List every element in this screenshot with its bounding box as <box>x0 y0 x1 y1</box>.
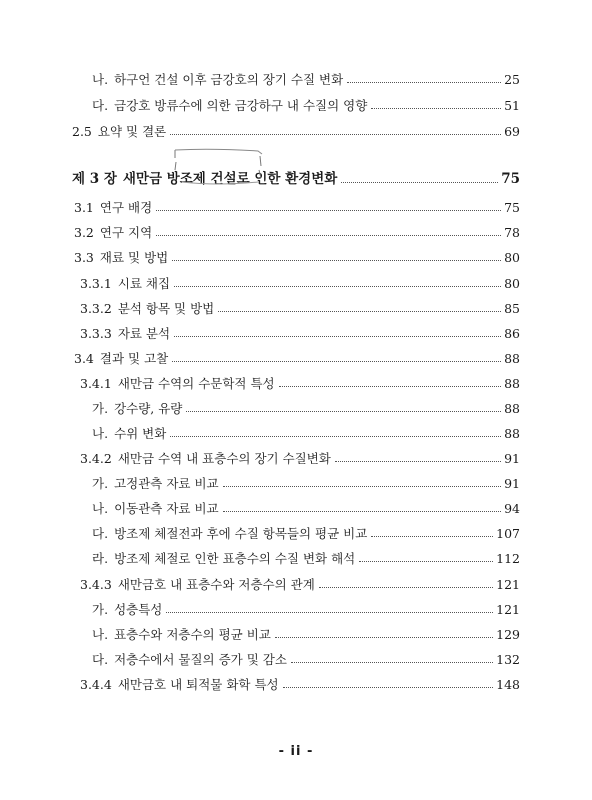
toc-entry-title: 하구언 건설 이후 금강호의 장기 수질 변화 <box>114 71 344 87</box>
toc-entry <box>72 118 520 138</box>
toc-entry-title: 새만금호 내 표층수와 저층수의 관계 <box>117 576 315 592</box>
toc-entry-number: 제 3 장 <box>72 170 117 187</box>
toc-entry-number: 나. <box>92 425 109 441</box>
toc-entry-title: 요약 및 결론 <box>97 123 167 139</box>
toc-entry-page: 75 <box>504 199 520 215</box>
toc-entry-title: 재료 및 방법 <box>99 249 169 265</box>
toc-entry <box>92 92 520 112</box>
toc-leader-dots <box>186 411 501 412</box>
toc-leader-dots <box>319 587 493 588</box>
toc-entry-number: 3.4 <box>74 350 94 366</box>
toc-entry-title: 연구 배경 <box>99 199 153 215</box>
toc-entry-page: 94 <box>504 500 520 516</box>
toc-entry-page: 121 <box>496 576 520 592</box>
toc-leader-dots <box>223 486 501 487</box>
toc-entry-title: 분석 항목 및 방법 <box>117 300 215 316</box>
toc-entry-title: 고정관측 자료 비교 <box>114 475 219 491</box>
toc-entry-title: 새만금 수역의 수문학적 특성 <box>117 375 275 391</box>
toc-leader-dots <box>347 82 501 83</box>
toc-entry-title: 새만금 수역 내 표층수의 장기 수질변화 <box>117 450 331 466</box>
toc-entry <box>92 646 520 666</box>
toc-entry-number: 가. <box>92 601 109 617</box>
toc-entry-number: 다. <box>92 97 109 113</box>
toc-entry-title: 수위 변화 <box>114 425 167 441</box>
toc-entry-number: 나. <box>92 500 109 516</box>
toc-entry-title: 새만금 방조제 건설로 인한 환경변화 <box>122 170 338 187</box>
toc-entry <box>92 470 520 490</box>
toc-entry-number: 나. <box>92 71 109 87</box>
toc-leader-dots <box>170 436 501 437</box>
toc-entry-page: 121 <box>496 601 520 617</box>
toc-leader-dots <box>283 687 494 688</box>
toc-entry-number: 3.4.2 <box>80 450 112 466</box>
toc-entry-page: 107 <box>496 525 520 541</box>
toc-entry <box>80 445 520 465</box>
toc-leader-dots <box>359 561 493 562</box>
toc-entry-title: 저층수에서 물질의 증가 및 감소 <box>114 651 287 667</box>
toc-entry-page: 112 <box>496 550 520 566</box>
toc-leader-dots <box>174 286 501 287</box>
toc-entry <box>80 320 520 340</box>
toc-entry-number: 3.4.3 <box>80 576 112 592</box>
toc-entry-page: 25 <box>504 71 520 87</box>
toc-entry-number: 3.4.4 <box>80 676 112 692</box>
toc-entry-title: 연구 지역 <box>99 224 153 240</box>
toc-entry-page: 75 <box>501 170 520 187</box>
toc-entry <box>92 545 520 565</box>
toc-entry <box>80 370 520 390</box>
toc-entry <box>74 345 520 365</box>
toc-entry-page: 132 <box>496 651 520 667</box>
toc-entry-title: 새만금호 내 퇴적물 화학 특성 <box>117 676 279 692</box>
page-footer-number: - ii - <box>278 744 314 759</box>
toc-leader-dots <box>371 108 501 109</box>
toc-entry <box>74 219 520 239</box>
toc-entry <box>80 270 520 290</box>
toc-entry-title: 표층수와 저층수의 평균 비교 <box>114 626 271 642</box>
toc-entry-title: 방조제 체절로 인한 표층수의 수질 변화 해석 <box>114 550 356 566</box>
toc-entry <box>74 194 520 214</box>
toc-entry-page: 51 <box>504 97 520 113</box>
toc-leader-dots <box>172 260 501 261</box>
toc-chapter-entry <box>72 166 520 186</box>
toc-entry-title: 결과 및 고찰 <box>99 350 169 366</box>
toc-entry <box>92 621 520 641</box>
toc-entry-title: 강수량, 유량 <box>114 400 183 416</box>
toc-entry-page: 148 <box>496 676 520 692</box>
toc-entry-page: 78 <box>504 224 520 240</box>
toc-entry-page: 91 <box>504 475 520 491</box>
toc-entry-page: 91 <box>504 450 520 466</box>
toc-entry-page: 88 <box>504 375 520 391</box>
toc-entry-page: 69 <box>504 123 520 139</box>
toc-entry-title: 자료 분석 <box>117 325 171 341</box>
toc-entry-number: 3.1 <box>74 199 94 215</box>
toc-leader-dots <box>174 336 501 337</box>
toc-entry <box>92 66 520 86</box>
toc-entry-number: 가. <box>92 400 109 416</box>
toc-entry-number: 다. <box>92 525 109 541</box>
toc-entry-number: 3.2 <box>74 224 94 240</box>
toc-entry <box>92 395 520 415</box>
toc-entry-number: 3.3.1 <box>80 275 112 291</box>
toc-entry-page: 80 <box>504 249 520 265</box>
toc-leader-dots <box>223 511 501 512</box>
toc-entry-number: 3.3.3 <box>80 325 112 341</box>
toc-entry-title: 금강호 방류수에 의한 금강하구 내 수질의 영향 <box>114 97 368 113</box>
toc-leader-dots <box>166 612 493 613</box>
toc-entry-page: 129 <box>496 626 520 642</box>
toc-entry <box>92 596 520 616</box>
toc-entry-page: 85 <box>504 300 520 316</box>
toc-entry-number: 3.3.2 <box>80 300 112 316</box>
toc-entry <box>92 520 520 540</box>
toc-entry <box>92 495 520 515</box>
toc-leader-dots <box>291 662 493 663</box>
toc-entry-number: 다. <box>92 651 109 667</box>
toc-entry-page: 88 <box>504 400 520 416</box>
toc-entry-number: 나. <box>92 626 109 642</box>
toc-leader-dots <box>279 386 501 387</box>
toc-leader-dots <box>156 235 501 236</box>
toc-entry <box>80 295 520 315</box>
toc-leader-dots <box>170 134 501 135</box>
toc-entry-number: 3.3 <box>74 249 94 265</box>
toc-entry-title: 시료 채집 <box>117 275 171 291</box>
toc-leader-dots <box>371 536 493 537</box>
toc-leader-dots <box>275 637 493 638</box>
toc-entry-page: 88 <box>504 350 520 366</box>
toc-entry-page: 80 <box>504 275 520 291</box>
toc-entry-title: 성층특성 <box>114 601 163 617</box>
toc-leader-dots <box>341 182 498 183</box>
toc-entry-title: 이동관측 자료 비교 <box>114 500 219 516</box>
toc-entry-title: 방조제 체절전과 후에 수질 항목들의 평균 비교 <box>114 525 368 541</box>
toc-leader-dots <box>172 361 501 362</box>
toc-leader-dots <box>156 210 501 211</box>
toc-entry <box>92 420 520 440</box>
toc-entry-page: 86 <box>504 325 520 341</box>
toc-entry <box>80 571 520 591</box>
toc-leader-dots <box>335 461 501 462</box>
toc-entry-number: 라. <box>92 550 109 566</box>
toc-entry <box>74 244 520 264</box>
toc-entry <box>80 671 520 691</box>
toc-leader-dots <box>218 311 501 312</box>
toc-entry-number: 3.4.1 <box>80 375 112 391</box>
toc-entry-page: 88 <box>504 425 520 441</box>
toc-entry-number: 2.5 <box>72 123 92 139</box>
toc-entry-number: 가. <box>92 475 109 491</box>
